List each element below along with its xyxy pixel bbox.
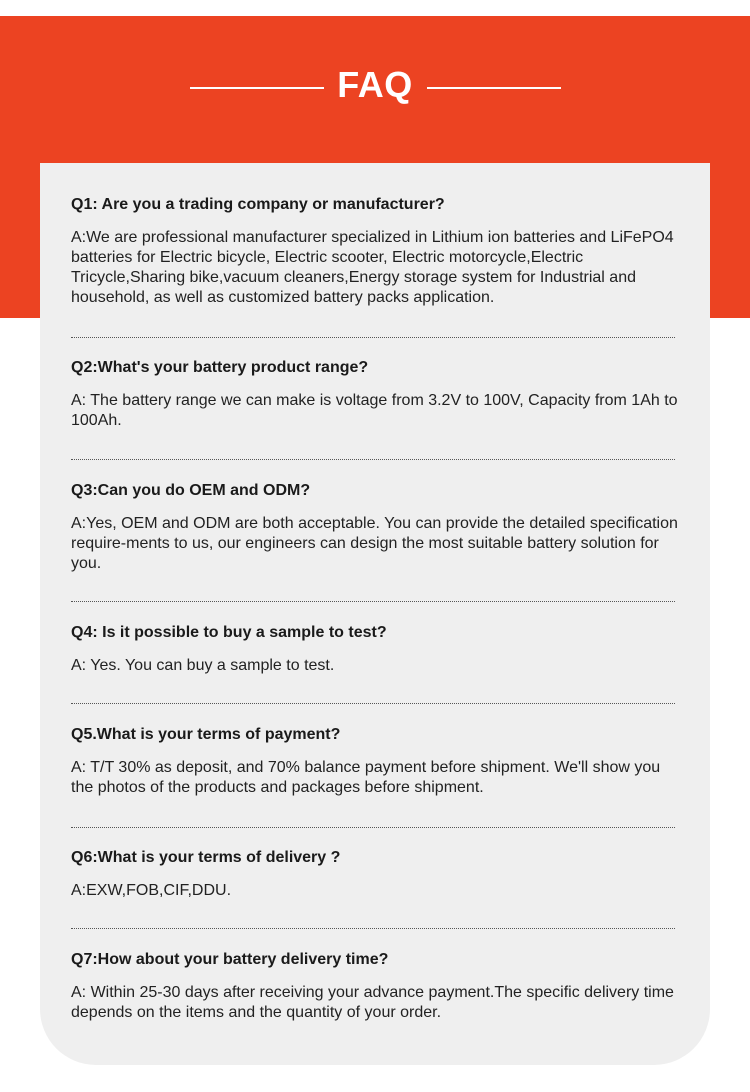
- title-divider-right: [427, 87, 561, 89]
- page-title: FAQ: [337, 64, 413, 105]
- faq-answer: A: Within 25-30 days after receiving your advance payment.The specific delivery time depends on the items and the quantity of your order.: [71, 984, 674, 1021]
- faq-item-5: [71, 725, 683, 798]
- faq-separator: [71, 337, 675, 338]
- faq-separator: [71, 928, 675, 929]
- faq-answer: A: T/T 30% as deposit, and 70% balance payment before shipment. We'll show you the photos of the products and packages before shipment.: [71, 759, 661, 796]
- faq-question: Q5.What is your terms of payment?: [71, 726, 341, 743]
- faq-item-3: [71, 481, 683, 574]
- faq-card: [40, 163, 710, 1065]
- faq-separator: [71, 703, 675, 704]
- faq-item-6: [71, 848, 683, 901]
- faq-answer: A:Yes, OEM and ODM are both acceptable. You can provide the detailed specification require-ments to us, our engineers can design the most suitable battery solution for you.: [71, 515, 678, 572]
- faq-title-row: [0, 60, 750, 116]
- faq-item-2: [71, 358, 683, 431]
- faq-question: Q3:Can you do OEM and ODM?: [71, 482, 311, 499]
- faq-question: Q2:What's your battery product range?: [71, 359, 369, 376]
- faq-question: Q1: Are you a trading company or manufacturer?: [71, 196, 445, 213]
- faq-item-4: [71, 623, 683, 676]
- faq-answer: A:We are professional manufacturer specialized in Lithium ion batteries and LiFePO4 batteries for Electric bicycle, Electric scooter, Electric motorcycle,Electric Tricycle,Sharing bike,vacuum cleaners,Energy storage system for Industrial and household, as well as customized battery packs application.: [71, 229, 674, 306]
- faq-answer: A: The battery range we can make is voltage from 3.2V to 100V, Capacity from 1Ah to 100Ah.: [71, 392, 678, 429]
- faq-separator: [71, 601, 675, 602]
- faq-item-7: [71, 950, 683, 1023]
- faq-separator: [71, 459, 675, 460]
- faq-question: Q6:What is your terms of delivery ?: [71, 849, 341, 866]
- faq-answer: A:EXW,FOB,CIF,DDU.: [71, 882, 232, 899]
- faq-item-1: [71, 195, 683, 308]
- faq-question: Q4: Is it possible to buy a sample to test?: [71, 624, 387, 641]
- faq-separator: [71, 827, 675, 828]
- faq-answer: A: Yes. You can buy a sample to test.: [71, 657, 335, 674]
- faq-question: Q7:How about your battery delivery time?: [71, 951, 389, 968]
